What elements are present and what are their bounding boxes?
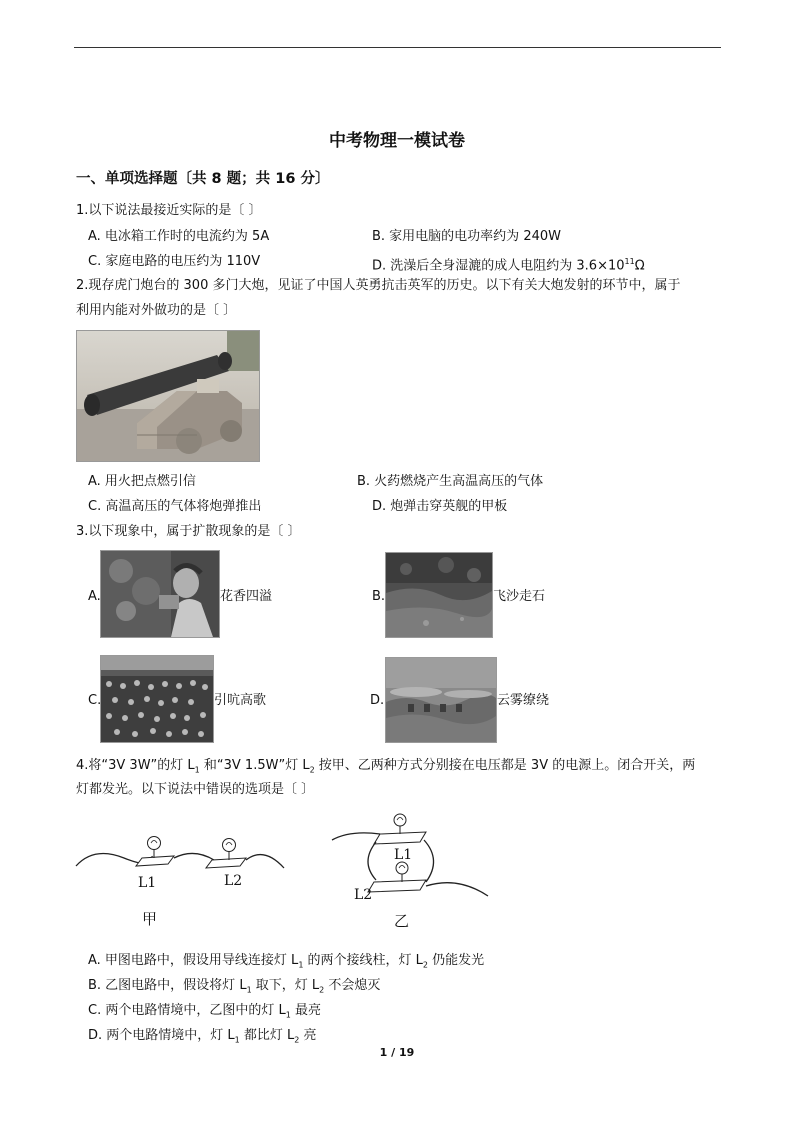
q4-c-part1: C. 两个电路情境中，乙图中的灯 L — [88, 1003, 286, 1018]
q2-stem-line2: 利用内能对外做功的是〔 〕 — [76, 303, 237, 318]
q4-c-sub1: 1 — [285, 1010, 291, 1020]
q3-option-c-text: 引吭高歌 — [214, 693, 267, 708]
q4-option-b — [88, 977, 380, 1000]
q3-option-d-text: 云雾缭绕 — [497, 693, 550, 708]
q2-stem-line1: 2.现存虎门炮台的 300 多门大炮，见证了中国人英勇抗击英军的历史。以下有关大炮发射的环节中，属于 — [76, 278, 681, 293]
q4-b-sub1: 1 — [246, 985, 252, 995]
q1-stem: 1.以下说法最接近实际的是〔 〕 — [76, 203, 262, 218]
q4-stem-sub2: 2 — [309, 765, 315, 775]
q1-option-b: B. 家用电脑的电功率约为 240W — [372, 229, 561, 244]
q4-b-part1: B. 乙图电路中，假设将灯 L — [88, 978, 247, 993]
q4-stem-part2: 和“3V 1.5W”灯 L — [199, 758, 310, 773]
q4-stem-part1: 4.将“3V 3W”的灯 L — [76, 758, 195, 773]
q4-c-part2: 最亮 — [290, 1003, 321, 1018]
q4-d-sub1: 1 — [234, 1035, 240, 1045]
q3-option-a-label: A. — [88, 589, 101, 604]
jia-label-l1: L1 — [138, 875, 157, 891]
header-rule — [74, 47, 721, 48]
q1-option-d — [372, 253, 645, 275]
q1-option-d-exponent: 11 — [624, 257, 635, 266]
q4-a-part1: A. 甲图电路中，假设用导线连接灯 L — [88, 953, 299, 968]
flying-sand-photo — [385, 552, 493, 638]
jia-label-l2: L2 — [224, 873, 243, 889]
q4-a-part2: 的两个接线柱，灯 L — [303, 953, 423, 968]
q1-option-d-text: D. 洗澡后全身湿漉的成人电阻约为 3.6×10 — [372, 258, 625, 274]
q4-b-part2: 取下，灯 L — [251, 978, 320, 993]
q3-option-b-text: 飞沙走石 — [493, 589, 546, 604]
q2-option-d: D. 炮弹击穿英舰的甲板 — [372, 499, 508, 514]
q3-option-b-label: B. — [372, 589, 386, 604]
q4-stem-sub1: 1 — [194, 765, 200, 775]
q4-a-part3: 仍能发光 — [428, 953, 485, 968]
circuit-diagram-yi — [330, 812, 490, 936]
circuit-diagram-jia — [74, 828, 288, 934]
flower-fragrance-photo — [100, 550, 220, 638]
page-number: 1 / 19 — [379, 1046, 415, 1059]
yi-label-l1: L1 — [394, 847, 413, 863]
jia-caption: 甲 — [142, 910, 158, 928]
q4-d-sub2: 2 — [294, 1035, 300, 1045]
q4-a-sub1: 1 — [298, 960, 304, 970]
q4-d-part2: 都比灯 L — [239, 1028, 295, 1043]
page-title: 中考物理一模试卷 — [329, 131, 465, 151]
q1-option-d-unit: Ω — [634, 258, 645, 274]
q4-option-c — [88, 1002, 321, 1025]
yi-caption: 乙 — [394, 912, 410, 930]
q4-stem-line2: 灯都发光。以下说法中错误的选项是〔 〕 — [76, 782, 315, 797]
cloud-mist-photo — [385, 657, 497, 743]
q3-option-c-label: C. — [88, 693, 102, 708]
q4-stem-part3: 按甲、乙两种方式分别接在电压都是 3V 的电源上。闭合开关，两 — [314, 758, 696, 773]
q1-option-a: A. 电冰箱工作时的电流约为 5A — [88, 229, 270, 244]
section-heading: 一、单项选择题〔共 8 题；共 16 分〕 — [76, 171, 330, 187]
q3-stem: 3.以下现象中，属于扩散现象的是〔 〕 — [76, 524, 301, 539]
q4-b-part3: 不会熄灭 — [324, 978, 381, 993]
yi-label-l2: L2 — [354, 887, 373, 903]
q4-stem-line1 — [76, 757, 695, 780]
cannon-photo — [76, 330, 260, 462]
q2-option-b: B. 火药燃烧产生高温高压的气体 — [357, 474, 544, 489]
q2-option-c: C. 高温高压的气体将炮弹推出 — [88, 499, 262, 514]
q4-b-sub2: 2 — [319, 985, 325, 995]
q4-d-part3: 亮 — [299, 1028, 317, 1043]
q1-option-c: C. 家庭电路的电压约为 110V — [88, 254, 261, 269]
q4-a-sub2: 2 — [422, 960, 429, 970]
q4-d-part1: D. 两个电路情境中，灯 L — [88, 1028, 235, 1043]
singing-crowd-photo — [100, 655, 214, 743]
q3-option-d-label: D. — [370, 693, 385, 708]
q4-option-a — [88, 952, 484, 975]
q3-option-a-text: 花香四溢 — [220, 589, 273, 604]
q2-option-a: A. 用火把点燃引信 — [88, 474, 196, 489]
